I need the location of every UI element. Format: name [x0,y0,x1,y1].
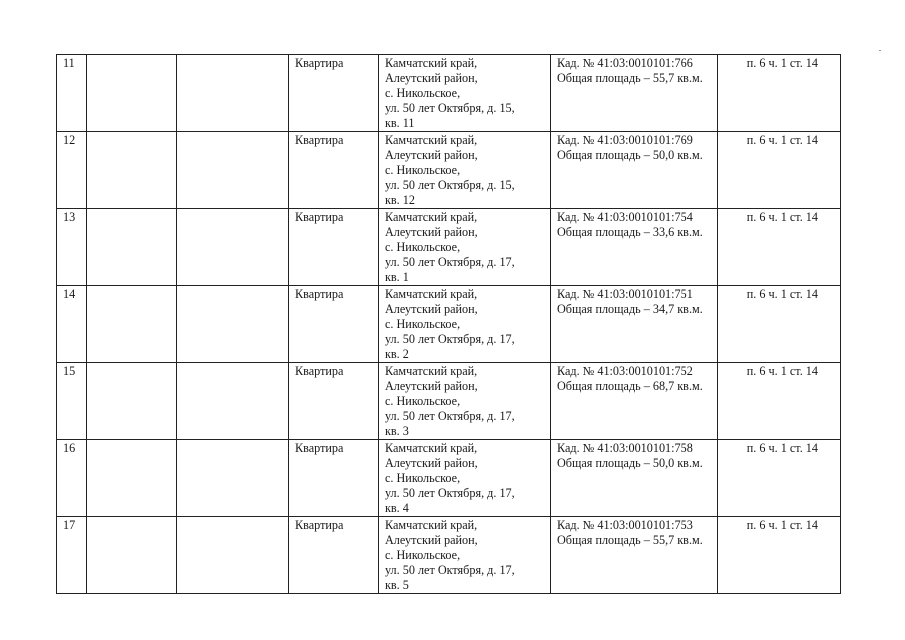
empty-cell [177,209,289,286]
address-cell [379,517,551,594]
address-line: Алеутский район, [385,225,478,239]
address-line: ул. 50 лет Октября, д. 17, [385,255,515,269]
address-line: кв. 5 [385,578,409,592]
total-area: Общая площадь – 33,6 кв.м. [557,225,703,239]
empty-cell [177,55,289,132]
address-line: ул. 50 лет Октября, д. 15, [385,101,515,115]
property-table [56,54,841,594]
row-number-cell: 15 [57,363,87,440]
address-line: с. Никольское, [385,86,461,100]
object-type-cell: Квартира [289,286,379,363]
address-line: Камчатский край, [385,133,478,147]
legal-basis-cell: п. 6 ч. 1 ст. 14 [718,363,841,440]
table-row [57,286,841,363]
address-line: кв. 1 [385,270,409,284]
address-line: Камчатский край, [385,441,478,455]
object-type-cell: Квартира [289,440,379,517]
empty-cell [87,55,177,132]
object-type-cell: Квартира [289,209,379,286]
row-number-cell: 14 [57,286,87,363]
empty-cell [177,132,289,209]
empty-cell [177,286,289,363]
legal-basis-cell: п. 6 ч. 1 ст. 14 [718,209,841,286]
address-line: кв. 12 [385,193,415,207]
empty-cell [87,363,177,440]
address-cell [379,440,551,517]
address-line: с. Никольское, [385,240,461,254]
total-area: Общая площадь – 34,7 кв.м. [557,302,703,316]
cadastral-number: Кад. № 41:03:0010101:751 [557,287,693,301]
cadastral-cell [551,517,718,594]
address-line: кв. 11 [385,116,415,130]
total-area: Общая площадь – 55,7 кв.м. [557,533,703,547]
address-line: Алеутский район, [385,379,478,393]
address-cell [379,363,551,440]
address-line: ул. 50 лет Октября, д. 17, [385,486,515,500]
total-area: Общая площадь – 55,7 кв.м. [557,71,703,85]
address-line: ул. 50 лет Октября, д. 17, [385,563,515,577]
table-row [57,517,841,594]
legal-basis-cell: п. 6 ч. 1 ст. 14 [718,440,841,517]
address-line: Камчатский край, [385,210,478,224]
empty-cell [87,440,177,517]
address-cell [379,209,551,286]
property-table-body [57,55,841,594]
cadastral-cell [551,209,718,286]
row-number-cell: 17 [57,517,87,594]
legal-basis-cell: п. 6 ч. 1 ст. 14 [718,286,841,363]
address-line: Алеутский район, [385,456,478,470]
object-type-cell: Квартира [289,55,379,132]
empty-cell [177,363,289,440]
address-line: Камчатский край, [385,56,478,70]
address-line: кв. 3 [385,424,409,438]
address-line: кв. 4 [385,501,409,515]
legal-basis-cell: п. 6 ч. 1 ст. 14 [718,517,841,594]
address-line: с. Никольское, [385,471,461,485]
address-line: Камчатский край, [385,287,478,301]
empty-cell [177,517,289,594]
address-line: ул. 50 лет Октября, д. 17, [385,332,515,346]
address-line: кв. 2 [385,347,409,361]
empty-cell [177,440,289,517]
address-line: Алеутский район, [385,148,478,162]
cadastral-cell [551,440,718,517]
row-number-cell: 16 [57,440,87,517]
address-line: Алеутский район, [385,533,478,547]
address-line: с. Никольское, [385,548,461,562]
table-row [57,209,841,286]
address-line: с. Никольское, [385,163,461,177]
cadastral-number: Кад. № 41:03:0010101:758 [557,441,693,455]
table-row [57,363,841,440]
cadastral-number: Кад. № 41:03:0010101:753 [557,518,693,532]
row-number-cell: 12 [57,132,87,209]
table-row [57,132,841,209]
total-area: Общая площадь – 50,0 кв.м. [557,148,703,162]
address-line: Алеутский район, [385,71,478,85]
cadastral-number: Кад. № 41:03:0010101:752 [557,364,693,378]
address-cell [379,286,551,363]
row-number-cell: 11 [57,55,87,132]
cadastral-cell [551,55,718,132]
empty-cell [87,209,177,286]
cadastral-number: Кад. № 41:03:0010101:754 [557,210,693,224]
scan-artifact [879,50,881,51]
empty-cell [87,132,177,209]
legal-basis-cell: п. 6 ч. 1 ст. 14 [718,55,841,132]
address-line: Алеутский район, [385,302,478,316]
address-line: с. Никольское, [385,317,461,331]
cadastral-number: Кад. № 41:03:0010101:766 [557,56,693,70]
address-cell [379,132,551,209]
legal-basis-cell: п. 6 ч. 1 ст. 14 [718,132,841,209]
cadastral-number: Кад. № 41:03:0010101:769 [557,133,693,147]
empty-cell [87,517,177,594]
address-line: с. Никольское, [385,394,461,408]
address-line: ул. 50 лет Октября, д. 15, [385,178,515,192]
object-type-cell: Квартира [289,517,379,594]
address-line: Камчатский край, [385,518,478,532]
total-area: Общая площадь – 50,0 кв.м. [557,456,703,470]
address-line: Камчатский край, [385,364,478,378]
cadastral-cell [551,363,718,440]
object-type-cell: Квартира [289,363,379,440]
address-cell [379,55,551,132]
table-row [57,440,841,517]
empty-cell [87,286,177,363]
row-number-cell: 13 [57,209,87,286]
object-type-cell: Квартира [289,132,379,209]
total-area: Общая площадь – 68,7 кв.м. [557,379,703,393]
cadastral-cell [551,286,718,363]
cadastral-cell [551,132,718,209]
table-row [57,55,841,132]
address-line: ул. 50 лет Октября, д. 17, [385,409,515,423]
